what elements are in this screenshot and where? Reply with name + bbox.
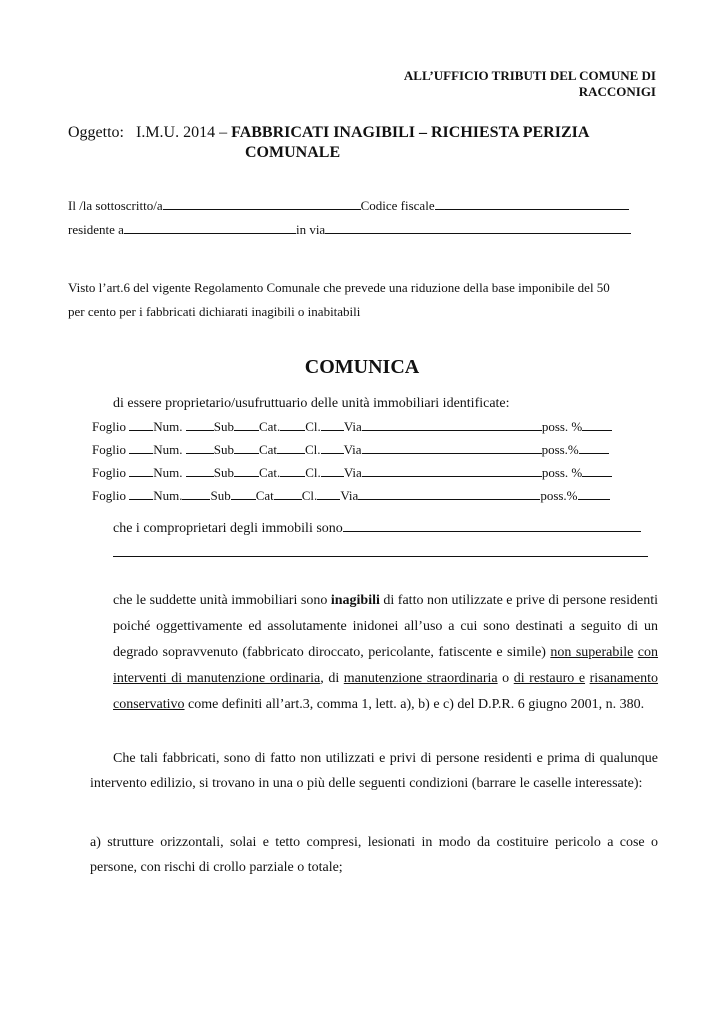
sub-label: Sub xyxy=(213,419,234,434)
num-field[interactable] xyxy=(186,443,214,454)
foglio-label: Foglio xyxy=(92,488,126,503)
co-owners-line xyxy=(113,521,641,537)
street-field[interactable] xyxy=(325,223,631,234)
poss-label: poss.% xyxy=(541,442,579,457)
sub-field[interactable] xyxy=(231,489,256,500)
via-field[interactable] xyxy=(362,466,542,477)
subject-tax: I.M.U. 2014 – xyxy=(136,124,228,141)
sub-field[interactable] xyxy=(234,420,259,431)
sub-label: Sub xyxy=(210,488,231,503)
foglio-label: Foglio xyxy=(92,465,126,480)
tax-code-field[interactable] xyxy=(435,199,629,210)
declaration-text: di fatto non utilizzate e prive di persone residenti poiché oggettivamente ed assolutamente inidonei all’uso a cui sono destinati a seguito di un degrado sopravvenuto (fabbricato diroccato, pericolante, fatiscente e simile) xyxy=(113,593,658,660)
declaration-text: come definiti all’art.3, comma 1, lett. a), b) e c) del D.P.R. 6 giugno 2001, n. 380. xyxy=(184,697,645,712)
property-row-2 xyxy=(92,442,609,458)
property-row-4 xyxy=(92,488,610,504)
sub-field[interactable] xyxy=(234,466,259,477)
intro-line1: Visto l’art.6 del vigente Regolamento Comunale che prevede una riduzione della base imponibile del 50 xyxy=(68,280,610,295)
poss-field[interactable] xyxy=(582,420,612,431)
cat-field[interactable] xyxy=(280,420,305,431)
poss-field[interactable] xyxy=(582,466,612,477)
cl-label: Cl. xyxy=(301,488,318,503)
num-label: Num. xyxy=(153,419,183,434)
cl-label: Cl. xyxy=(305,419,321,434)
via-field[interactable] xyxy=(358,489,540,500)
num-label: Num. xyxy=(153,488,183,503)
co-owners-field-continued[interactable] xyxy=(113,546,648,557)
sub-label: Sub xyxy=(213,465,234,480)
declaration-text: o xyxy=(497,671,514,686)
resident-field[interactable] xyxy=(124,223,296,234)
cat-field[interactable] xyxy=(274,489,302,500)
num-field[interactable] xyxy=(182,489,210,500)
poss-field[interactable] xyxy=(578,489,610,500)
via-field[interactable] xyxy=(362,420,542,431)
cl-field[interactable] xyxy=(321,466,344,477)
declaration-text: che le suddette unità immobiliari sono xyxy=(113,593,331,608)
subject-title-line2: COMUNALE xyxy=(245,144,341,161)
foglio-label: Foglio xyxy=(92,442,126,457)
poss-label: poss. % xyxy=(541,419,583,434)
cl-label: Cl. xyxy=(305,442,321,457)
cl-label: Cl. xyxy=(305,465,321,480)
cl-field[interactable] xyxy=(317,489,340,500)
subject-label: Oggetto: xyxy=(68,124,124,141)
subject-title: FABBRICATI INAGIBILI – RICHIESTA PERIZIA xyxy=(231,124,590,141)
resident-line xyxy=(68,222,631,238)
poss-field[interactable] xyxy=(579,443,609,454)
via-label: Via xyxy=(343,419,362,434)
cat-label: Cat xyxy=(255,488,274,503)
subject-line xyxy=(68,124,589,142)
cat-label: Cat. xyxy=(258,419,281,434)
poss-label: poss.% xyxy=(540,488,578,503)
cat-field[interactable] xyxy=(277,443,305,454)
num-label: Num. xyxy=(153,442,183,457)
via-field[interactable] xyxy=(362,443,542,454)
declaration-text: , di xyxy=(320,671,344,686)
property-row-3 xyxy=(92,465,612,481)
cl-field[interactable] xyxy=(321,420,344,431)
co-owners-field[interactable] xyxy=(343,521,641,532)
foglio-field[interactable] xyxy=(129,420,153,431)
num-field[interactable] xyxy=(186,420,214,431)
foglio-field[interactable] xyxy=(129,466,153,477)
office-address-line1: ALL’UFFICIO TRIBUTI DEL COMUNE DI xyxy=(403,68,656,83)
declaration-conservative-renovation: risanamento conservativo xyxy=(113,671,659,712)
num-field[interactable] xyxy=(186,466,214,477)
cl-field[interactable] xyxy=(321,443,344,454)
resident-label: residente a xyxy=(68,222,124,237)
declaration-paragraph xyxy=(113,588,658,718)
owner-line: di essere proprietario/usufruttuario delle unità immobiliari identificate: xyxy=(113,396,510,411)
foglio-field[interactable] xyxy=(129,443,153,454)
via-label: Via xyxy=(340,488,359,503)
undersigned-field[interactable] xyxy=(163,199,361,210)
tax-code-label: Codice fiscale xyxy=(360,198,435,213)
office-address-line2: RACCONIGI xyxy=(578,84,656,99)
cat-label: Cat. xyxy=(258,465,281,480)
poss-label: poss. % xyxy=(541,465,583,480)
num-label: Num. xyxy=(153,465,183,480)
declaration-extraordinary-maintenance: manutenzione straordinaria xyxy=(343,671,498,686)
declaration-inagibili: inagibili xyxy=(330,593,380,608)
property-row-1 xyxy=(92,419,612,435)
conditions-paragraph: Che tali fabbricati, sono di fatto non utilizzati e privi di persone residenti e prima di qualunque intervento edilizio, si trovano in una o più delle seguenti condizioni (barrare le caselle interessate): xyxy=(90,751,658,791)
foglio-label: Foglio xyxy=(92,419,126,434)
co-owners-label: che i comproprietari degli immobili sono xyxy=(113,521,343,536)
sub-label: Sub xyxy=(213,442,234,457)
cat-field[interactable] xyxy=(280,466,305,477)
declaration-ordinary-maintenance: con interventi di manutenzione ordinaria xyxy=(113,645,659,686)
communicates-title: COMUNICA xyxy=(304,356,420,378)
cat-label: Cat xyxy=(258,442,278,457)
street-label: in via xyxy=(295,222,326,237)
condition-a: a) strutture orizzontali, solai e tetto compresi, lesionati in modo da costituire pericolo a cose o persone, con rischi di crollo parziale o totale; xyxy=(90,835,658,875)
declaration-not-surmountable: non superabile xyxy=(550,645,634,660)
undersigned-label: Il /la sottoscritto/a xyxy=(68,198,163,213)
intro-line2: per cento per i fabbricati dichiarati inagibili o inabitabili xyxy=(68,304,361,319)
foglio-field[interactable] xyxy=(129,489,153,500)
sub-field[interactable] xyxy=(234,443,259,454)
declaration-restoration: di restauro e xyxy=(513,671,586,686)
via-label: Via xyxy=(343,465,362,480)
undersigned-line xyxy=(68,198,629,214)
via-label: Via xyxy=(343,442,362,457)
